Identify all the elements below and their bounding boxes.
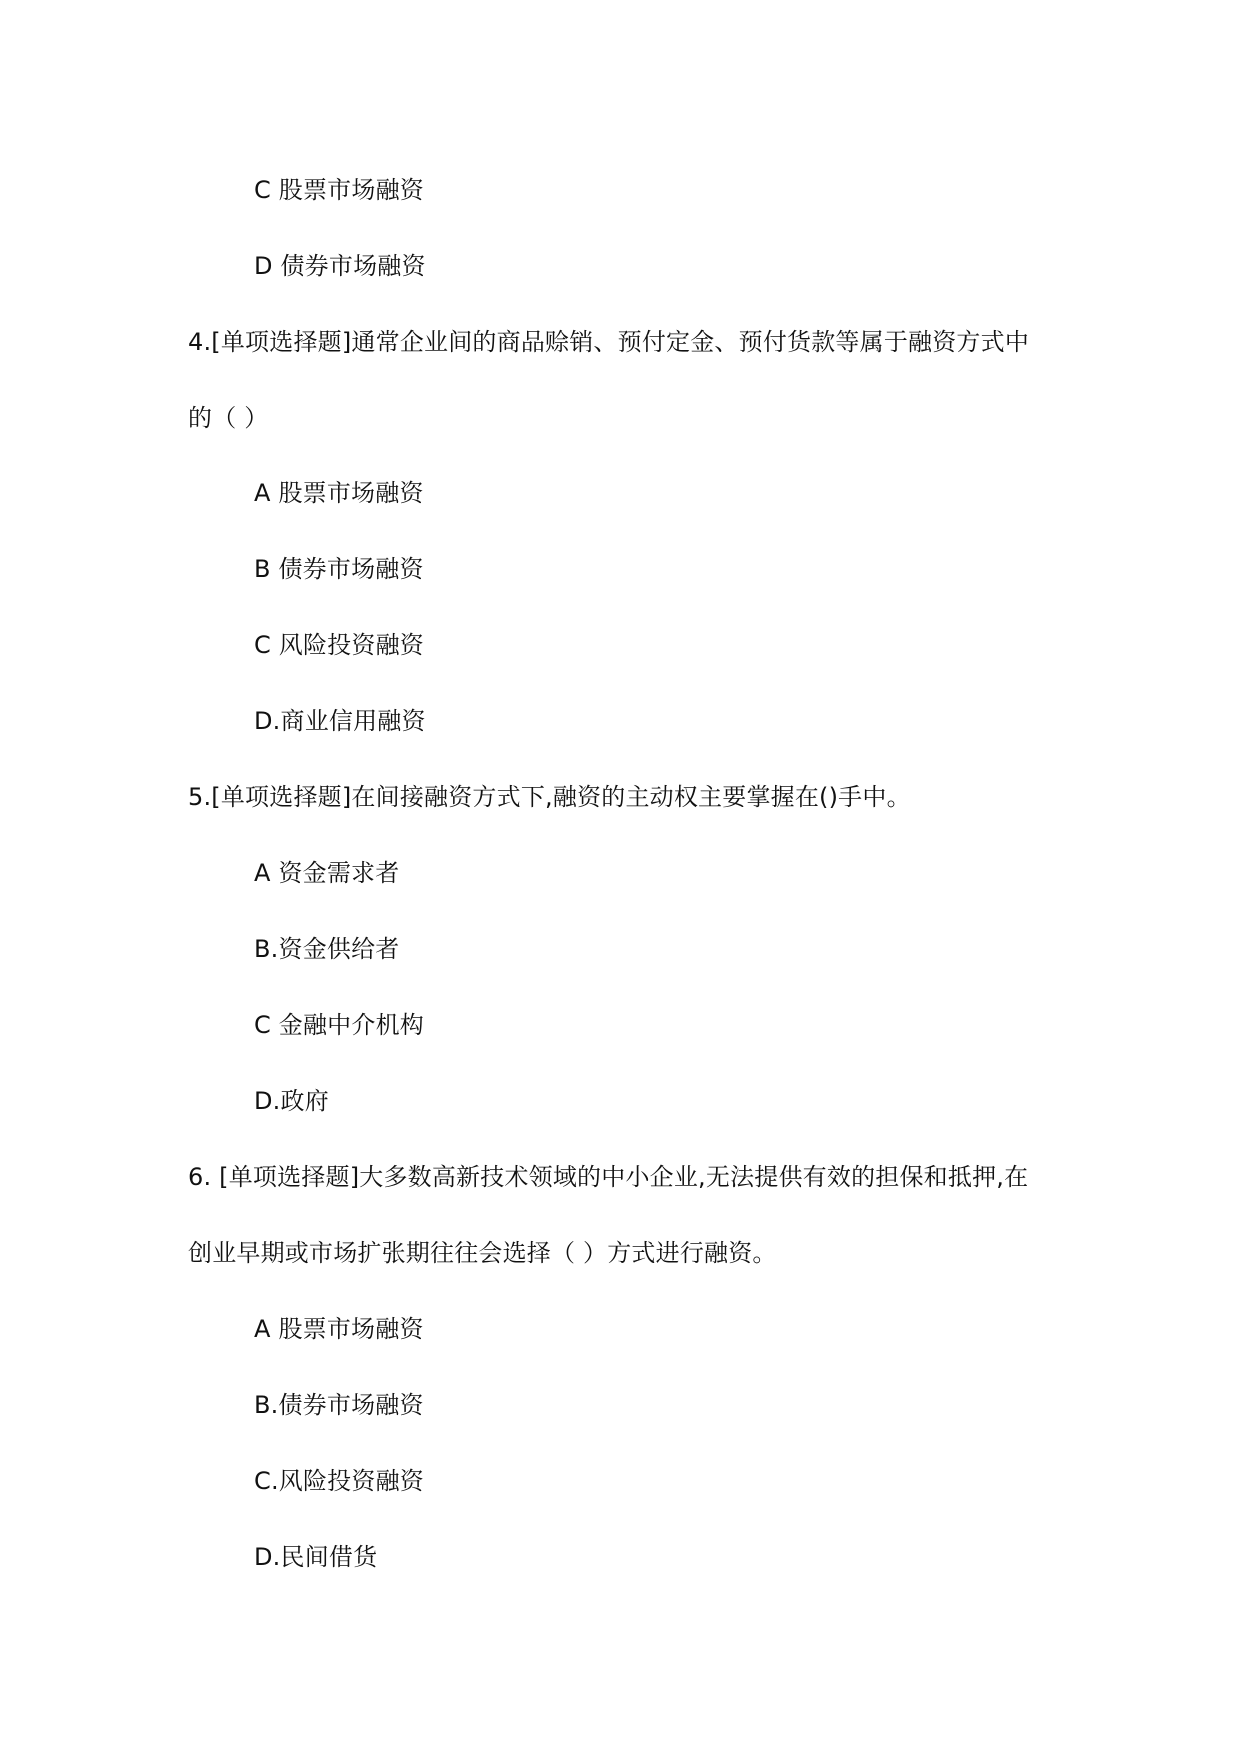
q3-option-c: C 股票市场融资 (254, 176, 424, 204)
q6-stem-line2: 创业早期或市场扩张期往往会选择（ ）方式进行融资。 (188, 1239, 777, 1267)
q6-option-b: B.债券市场融资 (254, 1391, 424, 1419)
q6-option-d: D.民间借货 (254, 1543, 378, 1571)
q5-option-a: A 资金需求者 (254, 859, 400, 887)
q4-option-a: A 股票市场融资 (254, 479, 424, 507)
q4-option-d: D.商业信用融资 (254, 707, 426, 735)
q4-stem-line2: 的（ ） (188, 404, 269, 432)
q4-option-c: C 风险投资融资 (254, 631, 424, 659)
q5-stem: 5.[单项选择题]在间接融资方式下,融资的主动权主要掌握在()手中。 (188, 783, 911, 811)
q4-option-b: B 债券市场融资 (254, 555, 424, 583)
q5-option-b: B.资金供给者 (254, 935, 400, 963)
q6-stem-line1: 6. [单项选择题]大多数高新技术领域的中小企业,无法提供有效的担保和抵押,在 (188, 1163, 1029, 1191)
q6-option-c: C.风险投资融资 (254, 1467, 424, 1495)
q5-option-d: D.政府 (254, 1087, 329, 1115)
q5-option-c: C 金融中介机构 (254, 1011, 424, 1039)
q6-option-a: A 股票市场融资 (254, 1315, 424, 1343)
q4-stem-line1: 4.[单项选择题]通常企业间的商品赊销、预付定金、预付货款等属于融资方式中 (188, 328, 1030, 356)
q3-option-d: D 债券市场融资 (254, 252, 426, 280)
